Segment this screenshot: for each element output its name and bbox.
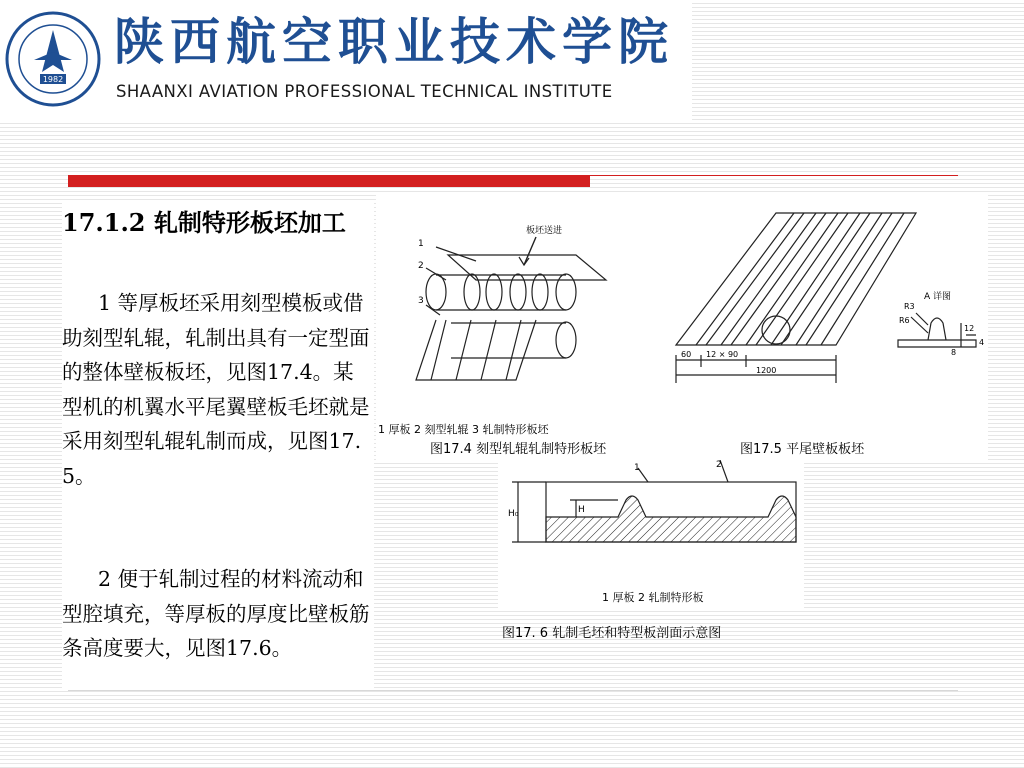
institute-name-en: SHAANXI AVIATION PROFESSIONAL TECHNICAL INSTITUTE — [116, 82, 613, 101]
fig-17-4-caption: 图17.4 刻型轧辊轧制特形板坯 — [430, 442, 607, 457]
logo-year: 1982 — [42, 75, 64, 84]
institute-logo — [4, 10, 102, 108]
svg-text:12: 12 — [964, 324, 975, 333]
svg-text:R3: R3 — [904, 302, 915, 311]
header-banner — [0, 0, 692, 122]
fig-17-6-caption: 图17. 6 轧制毛坯和特型板剖面示意图 — [502, 626, 722, 641]
svg-text:A 详图: A 详图 — [924, 292, 952, 302]
section-title: 17.1.2 轧制特形板坯加工 — [62, 208, 346, 237]
svg-text:4: 4 — [979, 338, 985, 347]
svg-text:12 × 90: 12 × 90 — [706, 350, 739, 359]
svg-text:H: H — [578, 505, 585, 515]
fig-17-6-legend: 1 厚板 2 轧制特形板 — [602, 591, 704, 604]
text-column — [62, 200, 374, 690]
footer-divider — [68, 690, 958, 691]
institute-name-cn: 陕西航空职业技术学院 — [114, 12, 674, 71]
svg-text:1: 1 — [634, 463, 640, 473]
svg-text:R6: R6 — [899, 316, 910, 325]
svg-text:1: 1 — [418, 239, 424, 249]
paragraph-2: 2 便于轧制过程的材料流动和型腔填充，等厚板的厚度比壁板筋条高度要大，见图17.6。 — [62, 567, 370, 660]
fig-17-4-legend: 1 厚板 2 刻型轧辊 3 轧制特形板坯 — [378, 423, 549, 436]
svg-text:8: 8 — [951, 348, 957, 357]
svg-text:2: 2 — [418, 261, 424, 271]
paragraph-1: 1 等厚板坯采用刻型模板或借助刻型轧辊，轧制出具有一定型面的整体壁板板坯，见图17.4。某型机的机翼水平尾翼壁板毛坯就是采用刻型轧辊轧制而成，见图17.5。 — [62, 291, 370, 488]
svg-text:H₀: H₀ — [508, 509, 519, 519]
section-diagram — [498, 460, 804, 610]
svg-text:1200: 1200 — [756, 366, 777, 375]
figure-17-6 — [498, 460, 804, 610]
svg-text:3: 3 — [418, 296, 424, 306]
logo-emblem-icon — [4, 10, 102, 108]
svg-text:2: 2 — [716, 460, 722, 470]
figure-17-4-17-5 — [376, 195, 988, 460]
svg-text:板坯送进: 板坯送进 — [526, 226, 563, 236]
svg-text:60: 60 — [681, 350, 692, 359]
accent-bar — [68, 175, 590, 187]
fig-17-5-caption: 图17.5 平尾壁板板坯 — [740, 442, 865, 457]
accent-line — [590, 175, 958, 176]
